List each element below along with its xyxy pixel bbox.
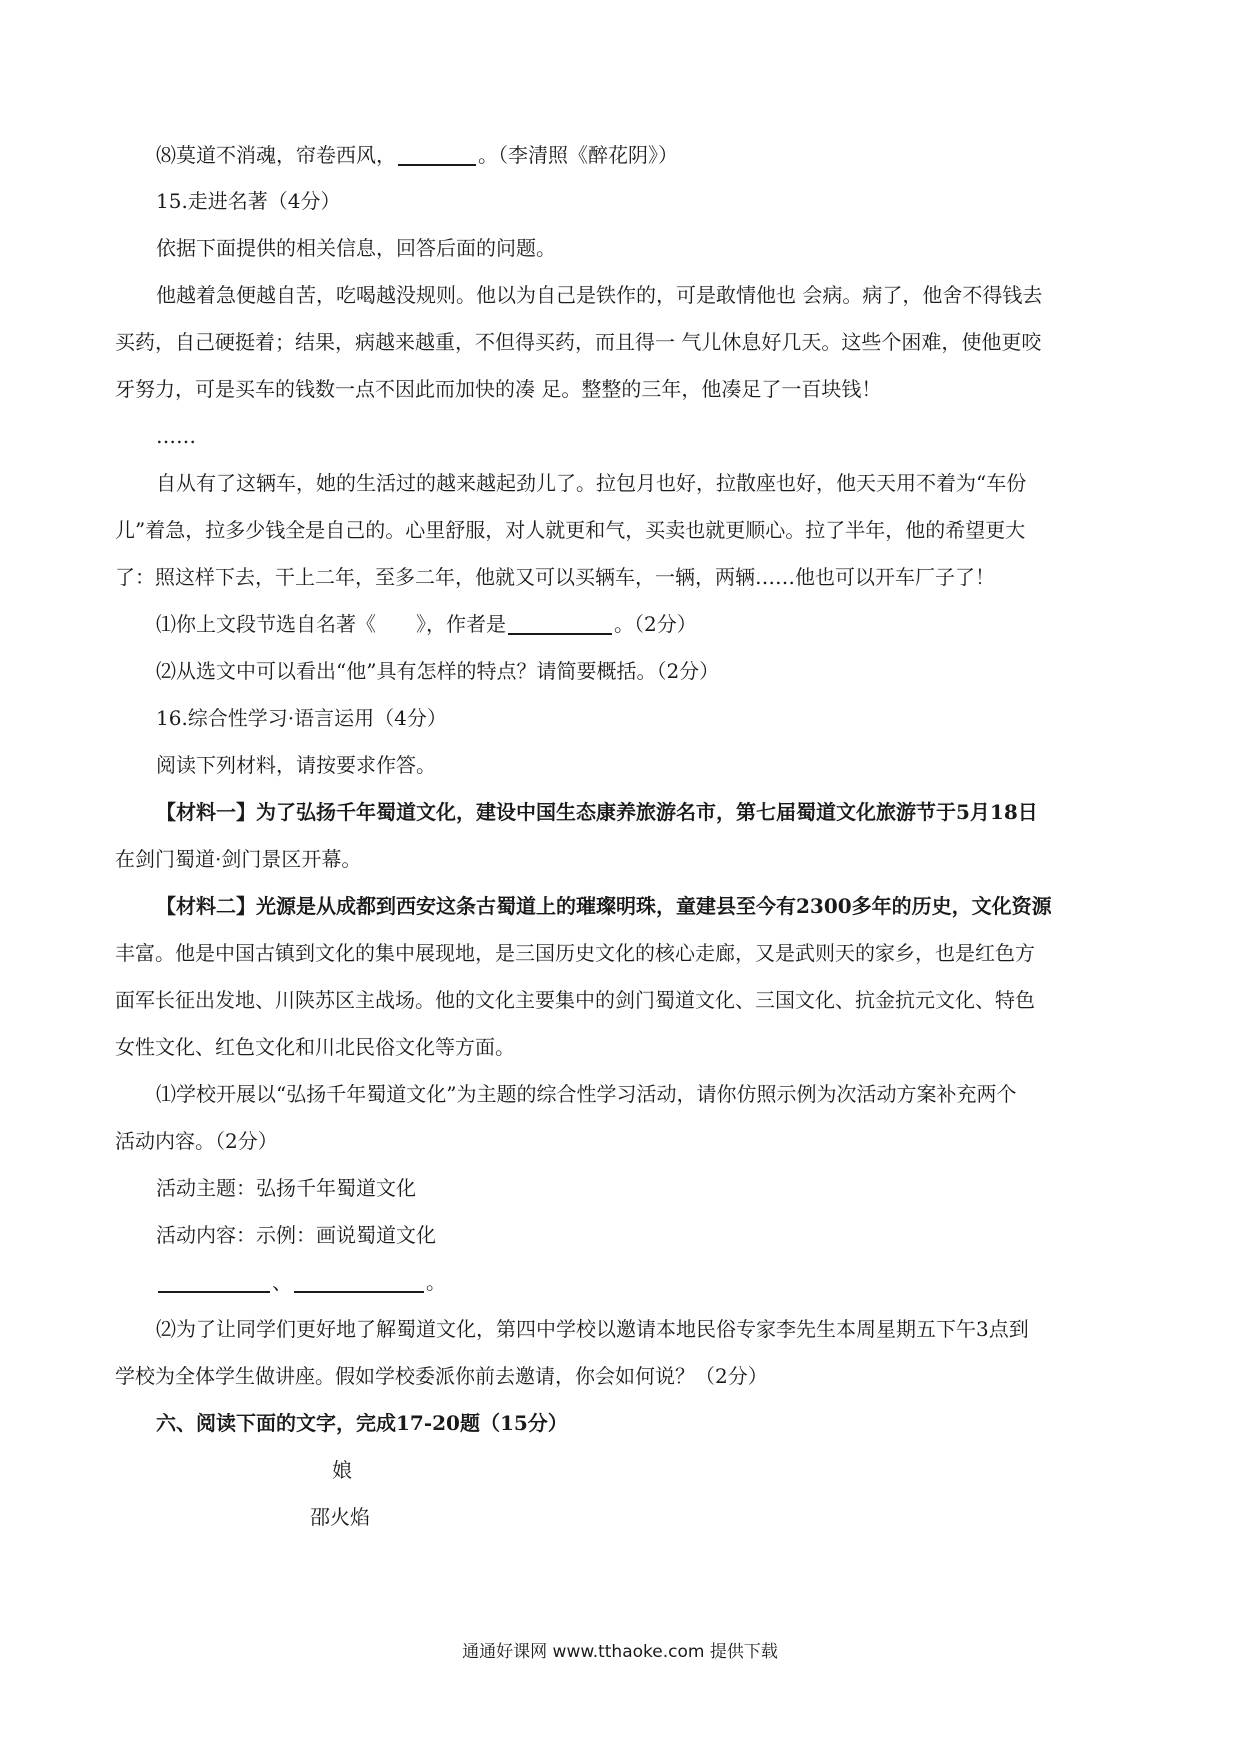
activity-theme: 活动主题：弘扬千年蜀道文化 [156, 1176, 416, 1200]
material-2-line [0, 891, 1240, 921]
question-15-heading: 15.走进名著（4分） [156, 189, 341, 213]
material-2-line: 面军长征出发地、川陕苏区主战场。他的文化主要集中的剑门蜀道文化、三国文化、抗金抗元文化、特色 [115, 988, 1035, 1012]
material-1-line: 在剑门蜀道·剑门景区开幕。 [115, 847, 362, 871]
question-16-heading: 16.综合性学习·语言运用（4分） [156, 706, 447, 730]
question-15-1 [0, 609, 1240, 639]
text: 【材料二】光源是从成都到西安这条古蜀道上的璀璨明珠，童建县至今有2300多年的历史，文化资源 [156, 894, 1052, 918]
activity-blanks [0, 1267, 1240, 1297]
question-16-1: 活动内容。（2分） [115, 1129, 278, 1153]
material-2-line: 女性文化、红色文化和川北民俗文化等方面。 [115, 1035, 515, 1059]
passage-line: 自从有了这辆车，她的生活过的越来越起劲儿了。拉包月也好，拉散座也好，他天天用不着为“车份 [156, 471, 1027, 495]
text: 。（2分） [614, 612, 697, 636]
question-16-2: ⑵为了让同学们更好地了解蜀道文化，第四中学校以邀请本地民俗专家李先生本周星期五下午3点到 [156, 1317, 1029, 1341]
instruction: 阅读下列材料，请按要求作答。 [156, 753, 436, 777]
passage-line: 了：照这样下去，干上二年，至多二年，他就又可以买辆车，一辆，两辆……他也可以开车厂子了！ [115, 565, 995, 589]
text: 。 [426, 1270, 446, 1294]
material-2-line: 丰富。他是中国古镇到文化的集中展现地，是三国历史文化的核心走廊，又是武则天的家乡，也是红色方 [115, 941, 1035, 965]
passage-line: 牙努力，可是买车的钱数一点不因此而加快的凑 足。整整的三年，他凑足了一百块钱！ [115, 377, 882, 401]
answer-blank[interactable] [398, 142, 476, 166]
text: 、 [272, 1270, 292, 1294]
passage-title: 娘 [332, 1458, 352, 1482]
instruction: 依据下面提供的相关信息，回答后面的问题。 [156, 236, 556, 260]
material-1-line [0, 797, 1240, 827]
activity-content: 活动内容：示例：画说蜀道文化 [156, 1223, 436, 1247]
text: ⑻莫道不消魂，帘卷西风， [156, 143, 396, 167]
text: 【材料一】为了弘扬千年蜀道文化，建设中国生态康养旅游名市，第七届蜀道文化旅游节于5月18日 [156, 800, 1038, 824]
passage-line: 儿”着急，拉多少钱全是自己的。心里舒服，对人就更和气，买卖也就更顺心。拉了半年，他的希望更大 [115, 518, 1026, 542]
passage-line: 他越着急便越自苦，吃喝越没规则。他以为自己是铁作的，可是敢情他也 会病。病了，他舍不得钱去 [156, 283, 1043, 307]
passage-author: 邵火焰 [310, 1505, 370, 1529]
text: ⑴你上文段节选自名著《 》，作者是 [156, 612, 506, 636]
answer-blank[interactable] [158, 1269, 270, 1293]
passage-line: 买药，自己硬挺着；结果，病越来越重，不但得买药，而且得一 气儿休息好几天。这些个困难，使他更咬 [115, 330, 1042, 354]
text: 。（李清照《醉花阴》） [478, 143, 678, 167]
answer-blank[interactable] [508, 611, 612, 635]
ellipsis: …… [156, 424, 196, 448]
section-heading [0, 1408, 1240, 1438]
question-15-2: ⑵从选文中可以看出“他”具有怎样的特点？请简要概括。（2分） [156, 659, 720, 683]
answer-blank[interactable] [294, 1269, 424, 1293]
question-16-2: 学校为全体学生做讲座。假如学校委派你前去邀请，你会如何说？（2分） [115, 1364, 768, 1388]
poem-blank-line [0, 140, 1240, 170]
text: 六、阅读下面的文字，完成17-20题（15分） [156, 1411, 568, 1435]
footer: 通通好课网 www.tthaoke.com 提供下载 [462, 1642, 778, 1662]
question-16-1: ⑴学校开展以“弘扬千年蜀道文化”为主题的综合性学习活动，请你仿照示例为次活动方案补充两个 [156, 1082, 1017, 1106]
